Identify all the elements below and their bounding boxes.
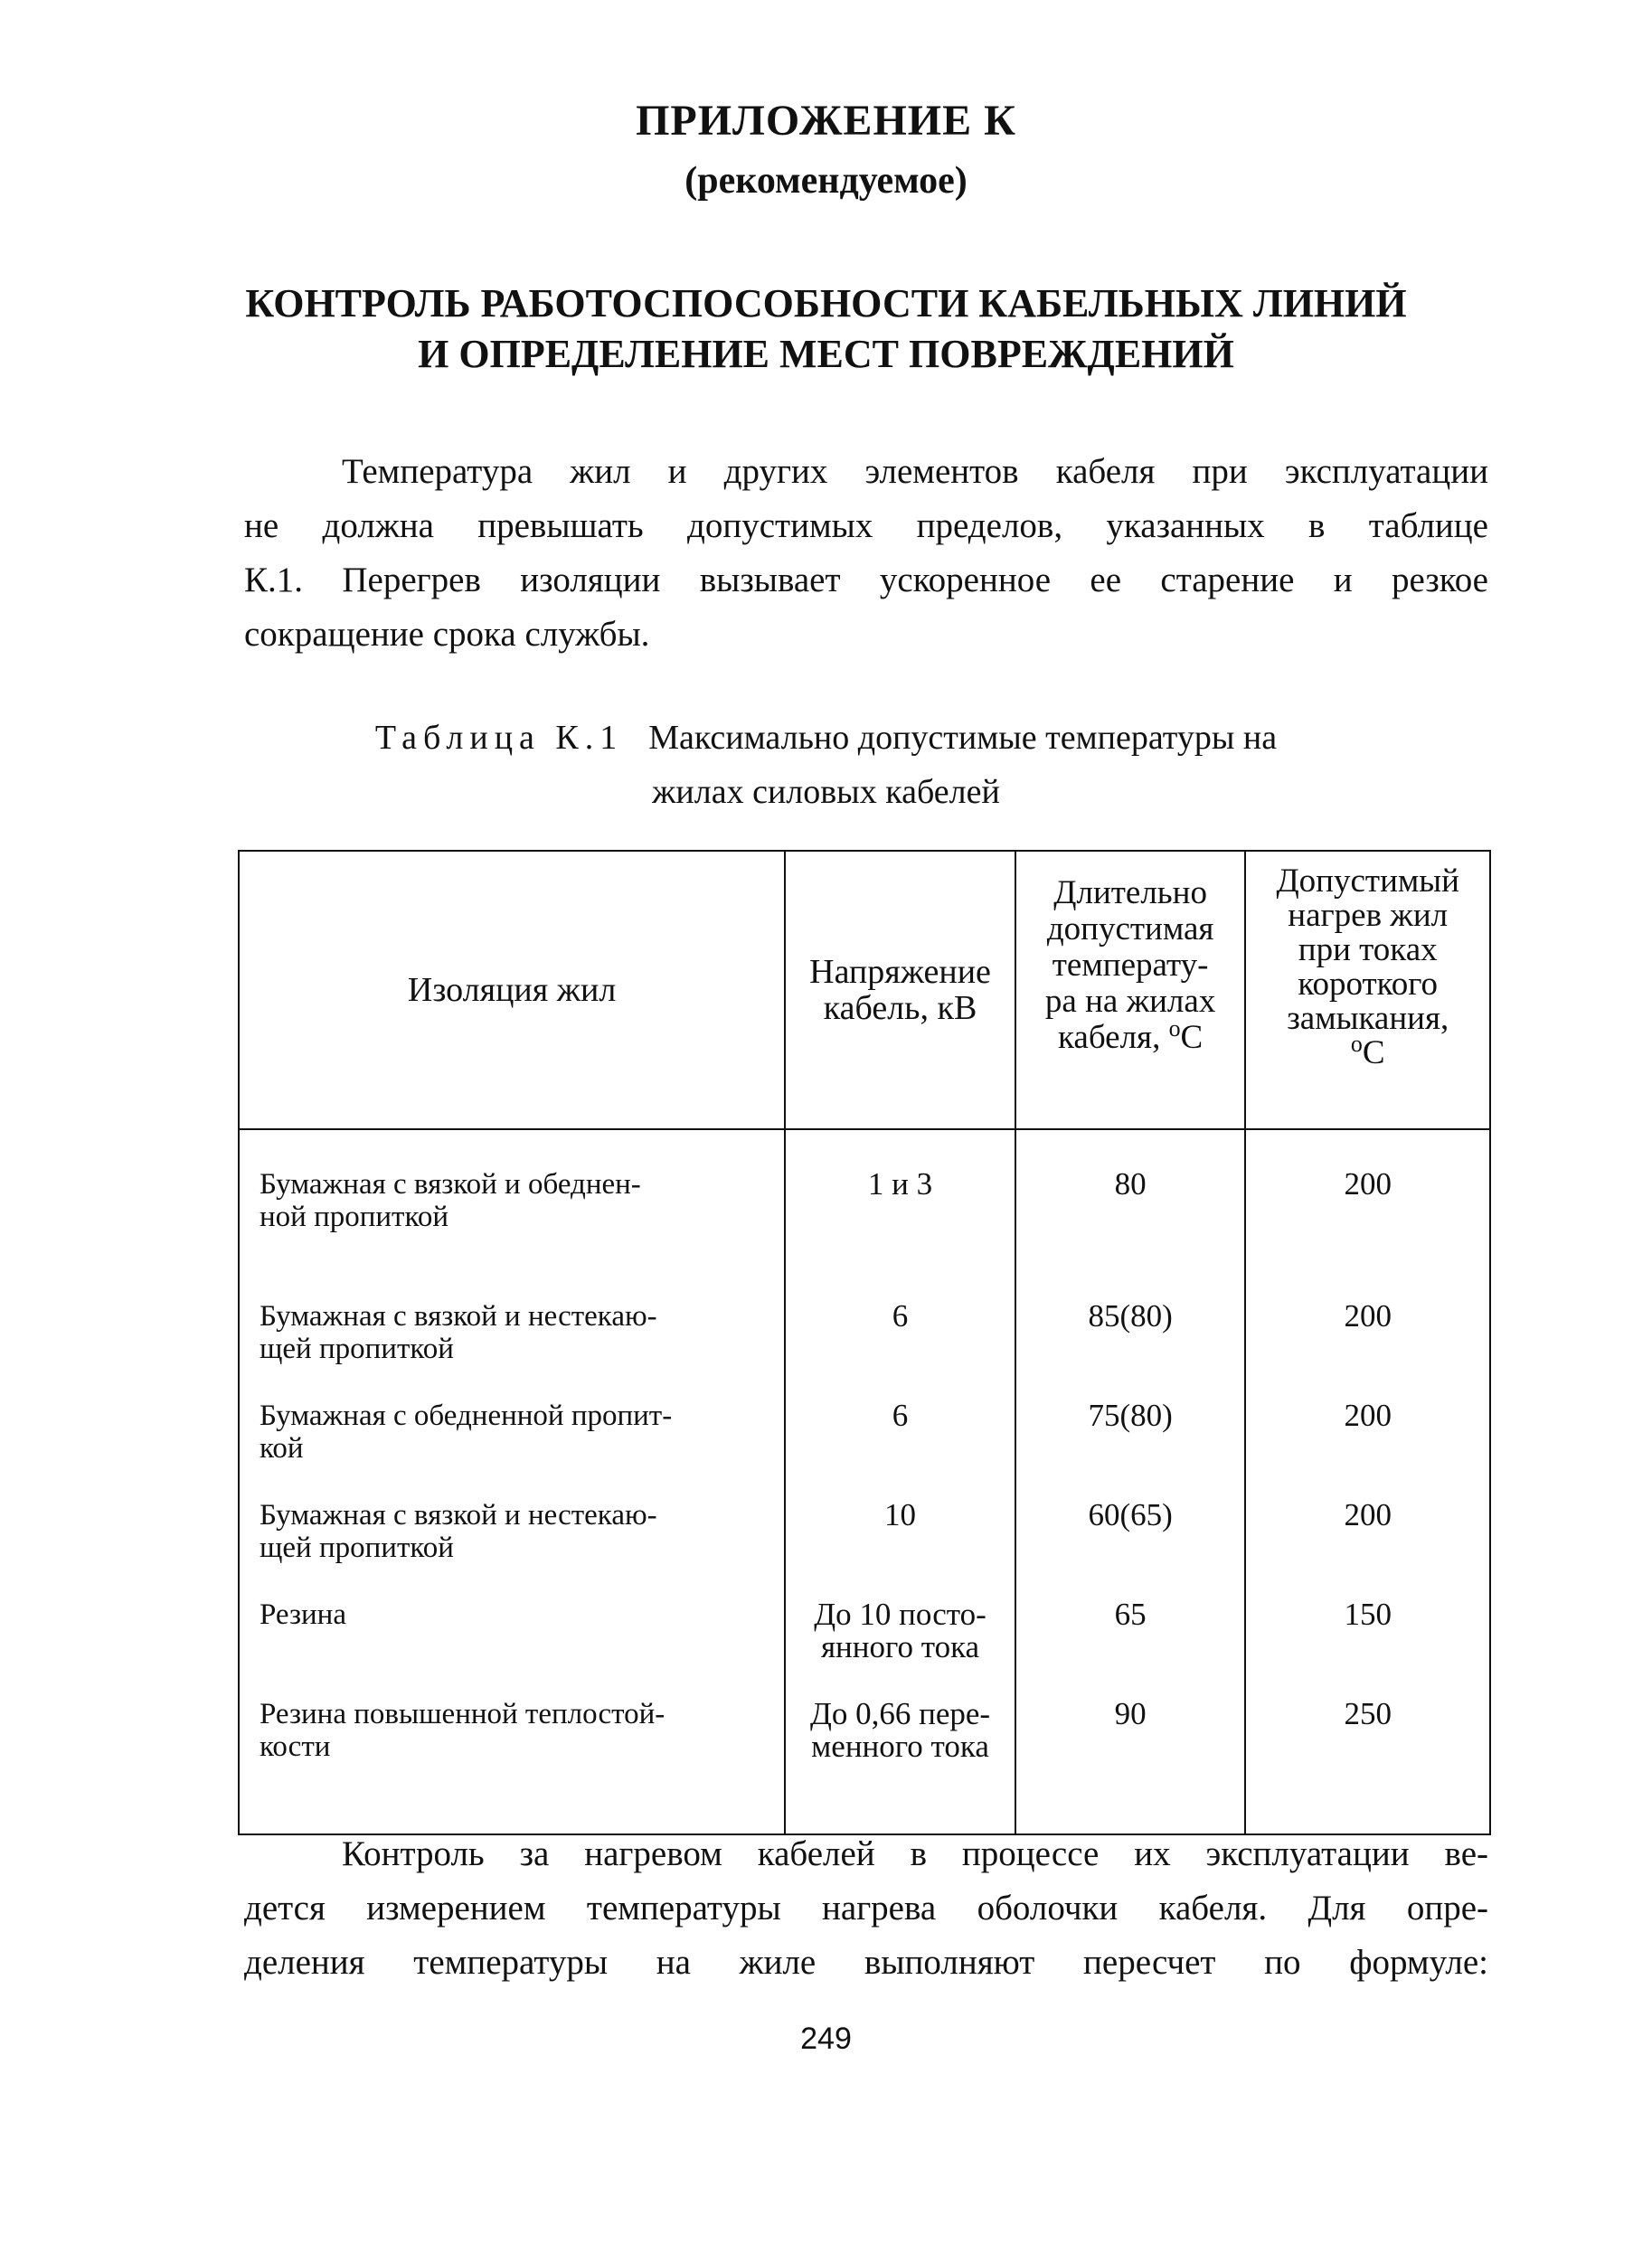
heading-line: И ОПРЕДЕЛЕНИЕ МЕСТ ПОВРЕЖДЕНИЙ <box>418 332 1234 376</box>
header-text: кабеля, <box>1058 1019 1161 1056</box>
cell-line: щей пропиткой <box>260 1333 454 1365</box>
cell-short-circuit-temperature: 200 <box>1245 1400 1490 1499</box>
header-line: допустимая <box>1046 910 1214 947</box>
cell-line: Бумажная с вязкой и нестекаю- <box>260 1300 657 1333</box>
header-line: короткого <box>1298 966 1439 1003</box>
header-line: при токах <box>1298 931 1438 968</box>
cell-voltage <box>785 1400 1015 1499</box>
table-header-row <box>239 851 1490 1129</box>
header-line <box>1020 1015 1241 1056</box>
cell-short-circuit-temperature: 250 <box>1245 1698 1490 1834</box>
header-line: Напряжение <box>809 953 991 991</box>
cell-line: менного тока <box>811 1729 989 1764</box>
cell-long-temperature: 90 <box>1015 1698 1246 1834</box>
caption-line <box>0 711 1652 765</box>
cell-line: Бумажная с вязкой и обеднен- <box>260 1168 641 1201</box>
cell-long-temperature: 60(65) <box>1015 1499 1246 1598</box>
cell-long-temperature: 75(80) <box>1015 1400 1246 1499</box>
heading-line: КОНТРОЛЬ РАБОТОСПОСОБНОСТИ КАБЕЛЬНЫХ ЛИНИЙ <box>245 281 1407 325</box>
header-line: Допустимый <box>1276 863 1459 900</box>
table-row <box>239 1598 1490 1698</box>
cell-line: кой <box>260 1432 304 1465</box>
cell-insulation <box>239 1129 785 1300</box>
table-row <box>239 1400 1490 1499</box>
cell-voltage <box>785 1598 1015 1698</box>
caption-text: Максимально допустимые температуры на <box>648 719 1278 757</box>
cell-line: 10 <box>884 1497 917 1532</box>
paragraph-line: дется измерением температуры нагрева оболочки кабеля. Для опре- <box>244 1889 1488 1928</box>
header-long-temperature <box>1015 851 1246 1129</box>
intro-paragraph <box>244 445 1488 662</box>
cell-line: щей пропиткой <box>260 1532 454 1564</box>
header-voltage <box>785 851 1015 1129</box>
table-label: Таблица К.1 <box>374 719 624 757</box>
appendix-title: ПРИЛОЖЕНИЕ К <box>636 97 1016 145</box>
unit-celsius: С <box>1362 1034 1385 1071</box>
control-paragraph <box>244 1827 1488 1990</box>
cell-line: ной пропиткой <box>260 1201 448 1233</box>
cell-voltage <box>785 1698 1015 1834</box>
header-line: температу- <box>1052 947 1209 984</box>
cell-line: кости <box>260 1730 331 1763</box>
page-number: 249 <box>800 2022 852 2056</box>
cell-insulation <box>239 1698 785 1834</box>
header-insulation: Изоляция жил <box>239 851 785 1129</box>
table-row <box>239 1698 1490 1834</box>
cell-insulation <box>239 1499 785 1598</box>
table-row <box>239 1300 1490 1400</box>
cell-line: Бумажная с вязкой и нестекаю- <box>260 1499 657 1532</box>
cell-line: До 10 посто- <box>814 1597 986 1632</box>
cell-voltage <box>785 1129 1015 1300</box>
caption-line: жилах силовых кабелей <box>652 773 1000 811</box>
cell-line: 6 <box>892 1398 909 1433</box>
header-line: кабель, кВ <box>823 989 977 1027</box>
degree-sign: о <box>1168 1015 1181 1042</box>
header-line: ра на жилах <box>1044 983 1216 1020</box>
cell-short-circuit-temperature: 200 <box>1245 1300 1490 1400</box>
cell-line: Резина повышенной теплостой- <box>260 1698 666 1730</box>
table-row <box>239 1129 1490 1300</box>
paragraph-line: К.1. Перегрев изоляции вызывает ускоренное ее старение и резкое <box>244 561 1488 599</box>
paragraph-line: деления температуры на жиле выполняют пересчет по формуле: <box>244 1943 1488 1982</box>
header-line: нагрев жил <box>1288 897 1449 934</box>
cell-insulation <box>239 1598 785 1698</box>
paragraph-line: сокращение срока службы. <box>244 615 650 654</box>
table-row <box>239 1499 1490 1598</box>
cell-long-temperature: 85(80) <box>1015 1300 1246 1400</box>
cell-long-temperature: 65 <box>1015 1598 1246 1698</box>
header-short-circuit-temperature <box>1245 851 1490 1129</box>
degree-sign: о <box>1350 1031 1363 1058</box>
cell-line: 6 <box>892 1298 909 1334</box>
appendix-subtitle: (рекомендуемое) <box>684 160 968 202</box>
cell-short-circuit-temperature: 200 <box>1245 1129 1490 1300</box>
cell-insulation <box>239 1400 785 1499</box>
cell-line: Бумажная с обедненной пропит- <box>260 1400 673 1432</box>
header-line: замыкания, <box>1287 1000 1449 1037</box>
table-caption <box>0 711 1652 819</box>
header-line: Длительно <box>1053 874 1207 911</box>
cell-line: янного тока <box>820 1629 980 1664</box>
unit-celsius: С <box>1180 1019 1204 1056</box>
cell-long-temperature: 80 <box>1015 1129 1246 1300</box>
paragraph-line: Контроль за нагревом кабелей в процессе их эксплуатации ве- <box>342 1834 1488 1873</box>
cell-short-circuit-temperature: 200 <box>1245 1499 1490 1598</box>
cell-insulation <box>239 1300 785 1400</box>
cell-line: До 0,66 пере- <box>809 1696 991 1731</box>
cell-voltage <box>785 1499 1015 1598</box>
cell-line: 1 и 3 <box>867 1166 933 1202</box>
cell-line: Резина <box>260 1598 346 1631</box>
paragraph-line: не должна превышать допустимых пределов, указанных в таблице <box>244 506 1488 545</box>
section-heading <box>0 278 1652 380</box>
temperature-table <box>238 850 1491 1835</box>
cell-voltage <box>785 1300 1015 1400</box>
paragraph-line: Температура жил и других элементов кабеля при эксплуатации <box>342 452 1488 491</box>
header-line <box>1250 1031 1486 1071</box>
cell-short-circuit-temperature: 150 <box>1245 1598 1490 1698</box>
